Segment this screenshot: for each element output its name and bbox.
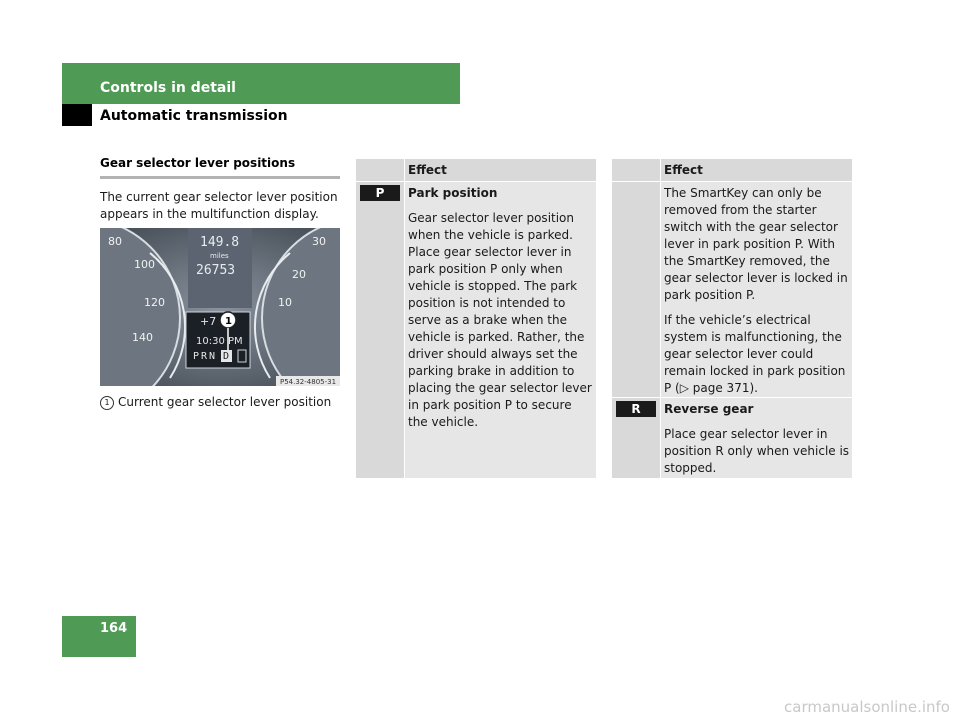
gear-indicator-p: P <box>193 351 200 362</box>
divider <box>660 159 661 478</box>
watermark: carmanualsonline.info <box>784 698 950 716</box>
park-table <box>356 159 596 478</box>
park-cell <box>408 185 594 439</box>
figure-code: P54.32-4805-31 <box>280 378 337 386</box>
clock-display: 10:30 PM <box>196 336 243 347</box>
chapter-title: Controls in detail <box>100 80 236 96</box>
divider <box>612 397 852 398</box>
callout-number: 1 <box>225 316 232 327</box>
gear-indicator-n: N <box>209 351 216 362</box>
reverse-description: Place gear selector lever in position R only when vehicle is stopped. <box>664 427 850 475</box>
park-title: Park position <box>408 186 498 200</box>
total-odometer: 26753 <box>196 263 236 278</box>
outside-temp: +7 <box>200 315 217 328</box>
odometer-unit: miles <box>210 252 229 260</box>
effect-header: Effect <box>408 163 447 177</box>
key-column <box>612 159 660 478</box>
key-column <box>356 159 404 478</box>
instrument-cluster-image <box>100 228 340 386</box>
reverse-cell <box>664 401 850 485</box>
effect-header: Effect <box>664 163 703 177</box>
intro-text: The current gear selector lever position appears in the multifunction display. <box>100 190 338 221</box>
smartkey-cell <box>664 185 850 405</box>
subsection-heading: Gear selector lever positions <box>100 156 340 179</box>
smartkey-text: The SmartKey can only be removed from the starter switch with the gear selector lever in park position P. With the SmartKey removed, the gear selector lever is locked in park position P. <box>664 186 848 302</box>
caption-number: 1 <box>100 396 114 410</box>
gear-indicator-r: R <box>201 351 208 362</box>
speed-label-140: 140 <box>132 331 153 344</box>
speed-label-100: 100 <box>134 258 155 271</box>
caption-text: Current gear selector lever position <box>118 395 332 409</box>
section-title: Automatic transmission <box>100 108 288 124</box>
figure-caption <box>100 394 340 410</box>
speed-label-80: 80 <box>108 235 122 248</box>
chapter-header <box>62 63 460 104</box>
divider <box>356 181 596 182</box>
gauge-label-20: 20 <box>292 268 306 281</box>
speed-label-120: 120 <box>144 296 165 309</box>
gauge-label-30: 30 <box>312 235 326 248</box>
smartkey-table <box>612 159 852 478</box>
gear-r-badge: R <box>616 401 656 417</box>
divider <box>404 159 405 478</box>
gear-indicator-d: D <box>223 351 230 362</box>
divider <box>612 181 852 182</box>
park-description: Gear selector lever position when the vehicle is parked. Place gear selector lever in park position P only when vehicle is stopped. The park position is not intended to serve as a brake when the vehicle is parked. Rather, the driver should always set the parking brake in addition to placing the gear selector lever in park position P to secure the vehicle. <box>408 211 592 429</box>
instrument-cluster-illustration <box>100 228 340 386</box>
trip-odometer: 149.8 <box>200 235 240 250</box>
malfunction-text: If the vehicle’s electrical system is malfunctioning, the gear selector lever could remain locked in park position P (▷ page 371). <box>664 313 846 395</box>
page-number-tab <box>62 616 136 657</box>
reverse-title: Reverse gear <box>664 402 754 416</box>
section-marker <box>62 104 92 126</box>
gear-p-badge: P <box>360 185 400 201</box>
page-number: 164 <box>100 621 128 636</box>
gauge-label-10: 10 <box>278 296 292 309</box>
